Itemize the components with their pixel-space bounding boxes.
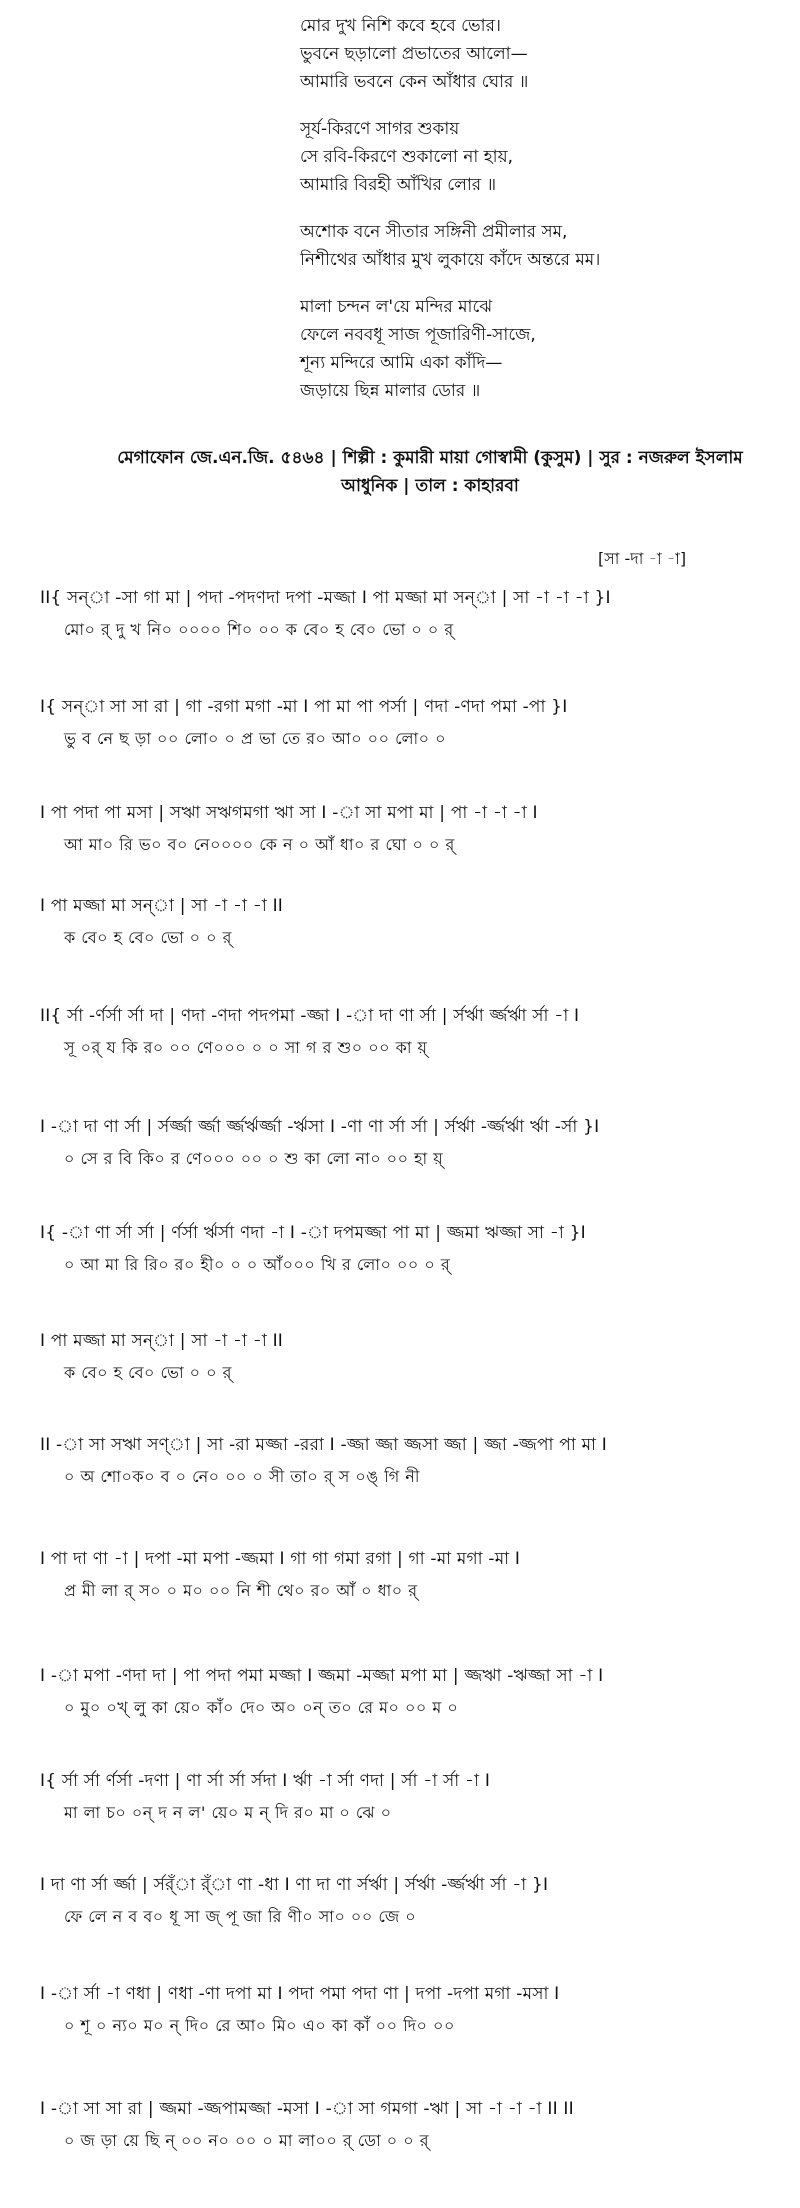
- lyric-line: আমারি ভবনে কেন আঁধার ঘোর ॥: [300, 72, 529, 92]
- lyrics-stanza: [300, 218, 780, 274]
- syllable-line: ০ অ শো০ক০ ব ০ নে০ ০০ ০ সী তা০ র্ স ০ঙ্ গি নী: [64, 1467, 420, 1486]
- swara-line: I -া সা সা রা | জ্জমা -জ্জপামজ্জা -মসা I -া সা গমগা -ঋা | সা -া -া -া II II: [40, 2099, 574, 2119]
- syllable-line: মা লা চ০ ০ন্ দ ন ল' য়ে০ ম ন্ দি র০ মা ০ ঝে ০: [64, 1803, 392, 1822]
- syllable-line: ভু ব নে ছ ড়া ০০ লো০ ০ প্র ভা তে র০ আ০ ০০ লো০ ০: [64, 729, 447, 748]
- lyric-line: জড়ায়ে ছিন্ন মালার ডোর ॥: [300, 381, 481, 401]
- syllable-line: আ মা০ রি ভ০ ব০ নে০০০০ কে ন ০ আঁ ধা০ র ঘো ০ ০ র্: [64, 835, 455, 854]
- swara-line: I -া দা ণা র্সা | র্সর্জ্জা র্জ্জা র্জ্জর্ঋর্জ্জা -র্ঋসা I -ণা ণা র্সা র্সা | র্সর্ঋা -র্জ্জর্ঋা র্ঋা -র্সা }I: [40, 1117, 600, 1137]
- lyric-line: মোর দুখ নিশি কবে হবে ভোর।: [300, 16, 501, 36]
- notation-bracket: [সা -দা -া -া]: [598, 549, 687, 568]
- record-artist-composer-line: মেগাফোন জে.এন.জি. ৫৪৬৪ | শিল্পী : কুমারী মায়া গোস্বামী (কুসুম) | সুর : নজরুল ইসলাম: [117, 448, 743, 468]
- notation-row: [40, 1114, 790, 1174]
- lyric-line: ভুবনে ছড়ালো প্রভাতের আলো—: [300, 44, 528, 64]
- syllable-line: ০ শূ ০ ন্য০ ম০ ন্ দি০ রে আ০ মি০ এ০ কা কাঁ ০০ দি০ ০০: [64, 2016, 455, 2035]
- notation-row: [40, 1003, 790, 1063]
- lyric-line: আমারি বিরহী আঁখির লোর ॥: [300, 175, 497, 195]
- notation-row: [40, 1981, 790, 2041]
- swara-line: I পা মজ্জা মা সন্া | সা -া -া -া II: [40, 1331, 284, 1351]
- notation-row: [40, 800, 790, 860]
- swara-line: I পা দা ণা -া | দপা -মা মপা -জ্জমা I গা গা গমা রগা | গা -মা মগা -মা I: [40, 1549, 521, 1569]
- genre-tal-line: আধুনিক | তাল : কাহারবা: [341, 476, 519, 496]
- lyric-line: মালা চন্দন ল'য়ে মন্দির মাঝে: [300, 297, 493, 317]
- notation-row: [40, 585, 790, 645]
- swara-line: I -া মপা -ণদা দা | পা পদা পমা মজ্জা I জ্জমা -মজ্জা মপা মা | জ্জঋা -ঋজ্জা সা -া I: [40, 1666, 604, 1686]
- swara-line: II -া সা সঋা সণ্া | সা -রা মজ্জা -ররা I -জ্জা জ্জা জ্জসা জ্জা | জ্জা -জ্জপা পা মা I: [40, 1435, 607, 1455]
- swara-line: I -া র্সা -া ণধা | ণধা -ণা দপা মা I পদা পমা পদা ণা | দপা -দপা মগা -মসা I: [40, 1984, 560, 2004]
- swara-line: I দা ণা র্সা র্জ্জা | র্সর্ঁা র্ঁা ণা -ধা I ণা দা ণা র্সর্ঋা | র্সর্ঋা -র্জ্জর্ঋা র্সা -া }I: [40, 1875, 549, 1895]
- notation-row: [40, 694, 790, 754]
- syllable-line: ক বে০ হ বে০ ভো ০ ০ র্: [64, 928, 232, 947]
- swara-line: I{ -া ণা র্সা র্সা | র্ণর্সা র্ঋর্সা ণদা -া I -া দপমজ্জা পা মা | জ্জমা ঋজ্জা সা -া }I: [40, 1223, 586, 1243]
- notation-row: [40, 1220, 790, 1280]
- swara-line: I{ সন্া সা সা রা | গা -রগা মগা -মা I পা মা পা পর্সা | ণদা -ণদা পমা -পা }I: [40, 697, 568, 717]
- lyrics-stanza: [300, 12, 780, 96]
- lyrics-stanza: [300, 115, 780, 199]
- syllable-line: প্র মী লা র্ স০ ০ ম০ ০০ নি শী থে০ র০ আঁ ০ ধা০ র্: [64, 1581, 418, 1600]
- swara-line: I{ র্সা র্সা র্ণর্সা -দণা | ণা র্সা র্সা র্সদা I র্ঋা -া র্সা ণদা | র্সা -া র্সা -া I: [40, 1771, 491, 1791]
- syllable-line: ক বে০ হ বে০ ভো ০ ০ র্: [64, 1363, 232, 1382]
- syllable-line: ০ আ মা রি রি০ র০ হী০ ০ ০ আঁ০০০ খি র লো০ ০০ ০ র্: [64, 1255, 451, 1274]
- notation-row: [40, 1663, 790, 1723]
- syllable-line: সূ ০র্ য কি র০ ০০ ণে০০০ ০ ০ সা গ র শু০ ০০ কা য়্: [64, 1038, 428, 1057]
- lyric-line: শূন্য মন্দিরে আমি একা কাঁদি—: [300, 353, 503, 373]
- syllable-line: মো০ র্ দু খ নি০ ০০০০ শি০ ০০ ক বে০ হ বে০ ভো ০ ০ র্: [64, 620, 454, 639]
- notation-row: [40, 2096, 790, 2156]
- syllable-line: ০ জ ড়া য়ে ছি ন্ ০০ ন০ ০০ ০ মা লা০০ র্ ডো ০ ০ র্: [64, 2131, 430, 2150]
- notation-row: [40, 1768, 790, 1828]
- lyrics-stanza: [300, 293, 780, 405]
- swara-line: II{ র্সা -র্ণর্সা র্সা দা | ণদা -ণদা পদপমা -জ্জা I -া দা ণা র্সা | র্সর্ঋা র্জ্জর্ঋা র্সা -া I: [40, 1006, 580, 1026]
- syllable-line: ০ সে র বি কি০ র ণে০০০ ০০ ০ শু কা লো না০ ০০ হা য়্: [64, 1149, 444, 1168]
- notation-row: [40, 893, 790, 953]
- song-meta: [80, 444, 780, 500]
- swara-line: I পা পদা পা মসা | সঋা সঋগমগা ঋা সা I -া সা মপা মা | পা -া -া -া I: [40, 803, 538, 823]
- swara-line: II{ সন্া -সা গা মা | পদা -পদণদা দপা -মজ্জা I পা মজ্জা মা সন্া | সা -া -া -া }I: [40, 588, 611, 608]
- lyric-line: অশোক বনে সীতার সঙ্গিনী প্রমীলার সম,: [300, 222, 568, 242]
- lyrics-block: [300, 12, 780, 424]
- lyric-line: সে রবি-কিরণে শুকালো না হায়,: [300, 147, 514, 167]
- notation-row: [40, 1432, 790, 1492]
- syllable-line: ফে লে ন ব ব০ ধূ সা জ্ পূ জা রি ণী০ সা০ ০০ জে ০: [64, 1907, 417, 1926]
- notation-row: [40, 1328, 790, 1388]
- notation-row: [40, 1872, 790, 1932]
- syllable-line: ০ মু০ ০খ্ লু কা য়ে০ কাঁ০ দে০ অ০ ০ন্ ত০ রে ম০ ০০ ম ০: [64, 1698, 459, 1717]
- swara-line: I পা মজ্জা মা সন্া | সা -া -া -া II: [40, 896, 284, 916]
- notation-row: [40, 1546, 790, 1606]
- lyric-line: নিশীথের আঁধার মুখ লুকায়ে কাঁদে অন্তরে মম।: [300, 250, 601, 270]
- lyric-line: ফেলে নববধূ সাজ পূজারিণী-সাজে,: [300, 325, 536, 345]
- lyric-line: সূর্য-কিরণে সাগর শুকায়: [300, 119, 460, 139]
